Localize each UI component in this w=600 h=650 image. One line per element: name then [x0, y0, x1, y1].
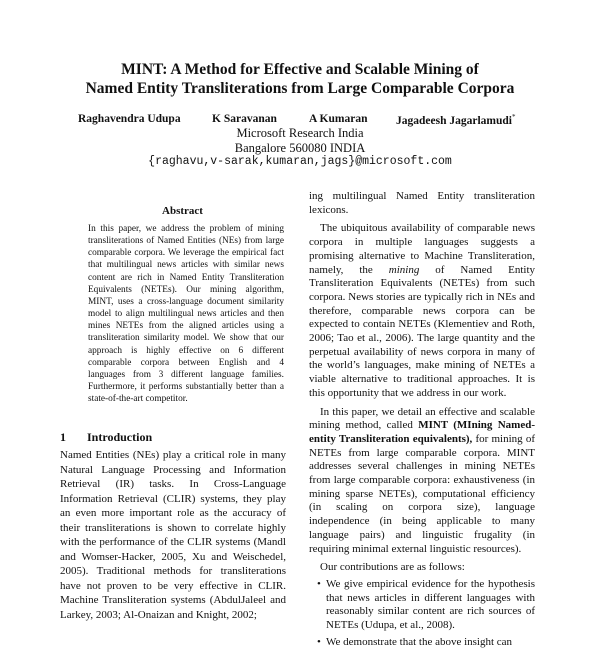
emphasis-mining: mining	[388, 263, 420, 276]
mint-definition: MINT (MIning Named-entity Transliteration equivalents),	[309, 419, 535, 445]
author-name-with-mark	[396, 113, 515, 127]
author-name: Jagadeesh Jagarlamudi	[396, 114, 512, 127]
affiliation-org: Microsoft Research India	[236, 126, 364, 140]
paragraph-text: The ubiquitous availability of comparable news corpora in multiple languages suggests a promising alternative to Machine Transliteration, namely, the	[309, 222, 535, 276]
author-name: A Kumaran	[309, 113, 368, 125]
introduction-paragraph: Named Entities (NEs) play a critical role in many Natural Language Processing and Information Retrieval (IR) tasks. In Cross-Language Information Retrieval (CLIR) systems, they play an even more important role as the accuracy of their transliterations is shown to correlate highly with the performance of the CLIR systems (Mandl and Womser-Hacker, 2005, Xu and Weischedel, 2005). Traditional methods for transliterations have not proven to be very effective in CLIR. Machine Transliteration systems (AbdulJaleel and Larkey, 2003; Al-Onaizan and Knight, 2002;	[60, 449, 286, 621]
affiliation-city: Bangalore 560080 INDIA	[234, 141, 366, 155]
contribution-bullet-2	[317, 636, 535, 650]
paragraph-contributions: Our contributions are as follows:	[320, 561, 465, 574]
paper-title	[40, 60, 560, 98]
section-title: Introduction	[87, 430, 153, 444]
contribution-bullet-1	[317, 578, 535, 633]
bullet-marker: •	[317, 577, 321, 590]
title-line-2: Named Entity Transliterations from Large Comparable Corpora	[85, 80, 515, 97]
title-line-1: MINT: A Method for Effective and Scalable Mining of	[121, 61, 479, 78]
author-footnote-mark: *	[511, 113, 516, 121]
author-name: K Saravanan	[212, 113, 277, 125]
section-heading-introduction	[60, 430, 152, 445]
author-emails: {raghavu,v-sarak,kumaran,jags}@microsoft.com	[148, 155, 452, 168]
paragraph-continuation: ing multilingual Named Entity transliteration lexicons.	[309, 190, 535, 216]
bullet-marker: •	[317, 635, 321, 648]
abstract-heading: Abstract	[162, 205, 203, 217]
author-name: Raghavendra Udupa	[78, 113, 181, 125]
paragraph-text: for mining of NETEs from large comparable corpora. MINT addresses several challenges in mining NETEs from large comparable corpora: exhaustiveness (in mining sparse NETEs), computational efficiency (in scaling on corpora size), language independence (in being applicable to many language pairs) and linguistic frugality (in requiring minimal external linguistic resources).	[309, 432, 536, 555]
paragraph-comparable-corpora	[309, 222, 535, 400]
abstract-text: In this paper, we address the problem of mining transliterations of Named Entities (NEs) from large comparable corpora. We leverage the empirical fact that multilingual news articles with similar news content are rich in Named Entity Transliteration Equivalents (NETEs). Our mining algorithm, MINT, uses a cross-language document similarity model to align multilingual news articles and then mines NETEs from the aligned articles using a transliteration similarity model. We show that our approach is highly effective on 6 different comparable corpora between English and 4 languages from 3 different language families. Furthermore, it performs substantially better than a state-of-the-art competitor.	[88, 224, 284, 405]
paragraph-text: of Named Entity Transliteration Equivalents (NETEs) from such corpora. News stories are typically rich in NEs and therefore, comparable news corpora can be expected to contain NETEs (Klementiev and Roth, 2006; Tao et al., 2006). The large quantity and the perpetual availability of news corpora in many of the world’s languages, make mining of NETEs a viable alternative to traditional approaches. It is this opportunity that we address in our work.	[309, 263, 535, 399]
bullet-text: We give empirical evidence for the hypothesis that news articles in different languages with reasonably similar content are rich sources of NETEs (Udupa, et al., 2008).	[326, 577, 535, 632]
right-column	[309, 190, 535, 650]
paragraph-text: In this paper, we detail an effective and scalable mining method, called	[309, 405, 535, 432]
bullet-text: We demonstrate that the above insight can	[326, 635, 513, 648]
section-number: 1	[60, 430, 66, 444]
paragraph-mint-method	[309, 406, 535, 557]
